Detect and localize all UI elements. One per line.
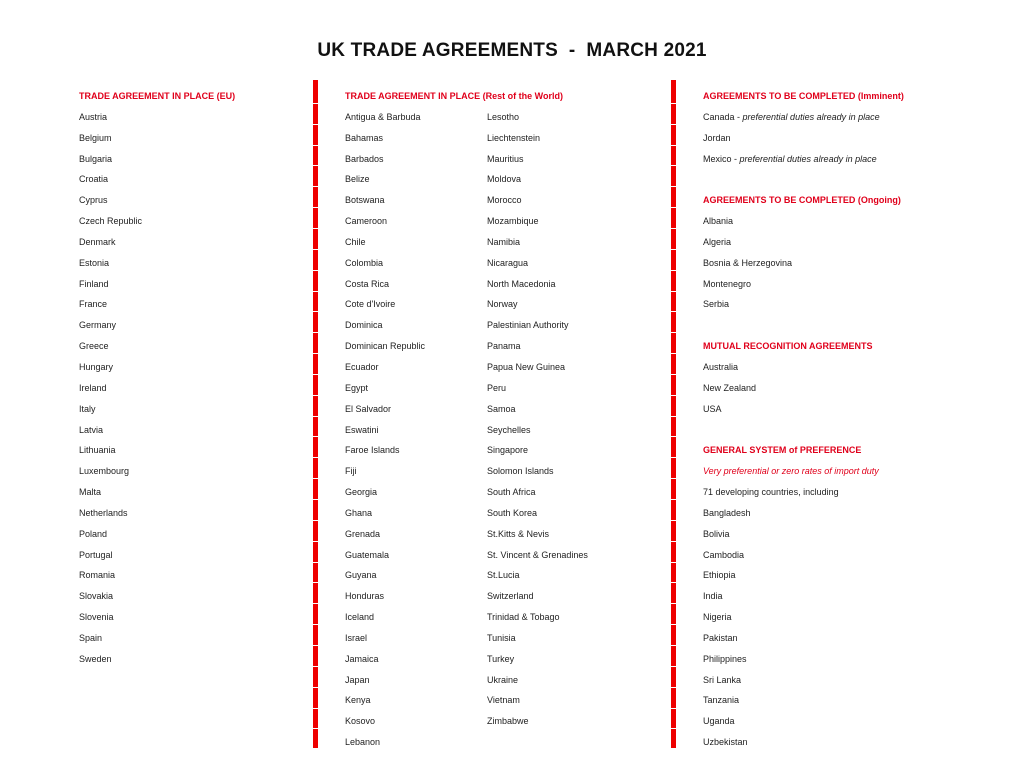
row-country: Mauritius: [487, 153, 524, 164]
gsp-country: India: [703, 591, 723, 602]
row-header: TRADE AGREEMENT IN PLACE (Rest of the World): [345, 91, 563, 101]
row-country: Switzerland: [487, 591, 534, 602]
row-country: Barbados: [345, 153, 384, 164]
imminent-list: [703, 111, 904, 174]
gsp-note: Very preferential or zero rates of import duty: [703, 466, 879, 477]
row-country: Belize: [345, 174, 370, 185]
eu-country: Romania: [79, 570, 116, 581]
row-country: Bahamas: [345, 132, 384, 143]
gsp-intro: 71 developing countries, including: [703, 487, 839, 498]
gsp-country: Bolivia: [703, 528, 730, 539]
row-country: El Salvador: [345, 403, 392, 414]
row-country: Morocco: [487, 195, 522, 206]
gsp-country: Pakistan: [703, 632, 738, 643]
imminent-country-name: Mexico -: [703, 153, 740, 164]
ongoing-header: AGREEMENTS TO BE COMPLETED (Ongoing): [703, 195, 901, 206]
row-country: Palestinian Authority: [487, 320, 569, 331]
row-country: Trinidad & Tobago: [487, 612, 560, 623]
mutual-country: New Zealand: [703, 382, 757, 393]
row-country: Panama: [487, 341, 521, 352]
row-country: Cameroon: [345, 216, 388, 227]
eu-country: Czech Republic: [79, 216, 143, 227]
eu-country: Austria: [79, 111, 108, 122]
gsp-country: Nigeria: [703, 612, 732, 623]
eu-country: Finland: [79, 278, 109, 289]
row-country: Dominican Republic: [345, 341, 426, 352]
eu-country: France: [79, 299, 108, 310]
gsp-list: [703, 507, 904, 757]
eu-country: Luxembourg: [79, 466, 130, 477]
mutual-list: [703, 361, 904, 424]
right-column: [703, 90, 904, 757]
row-country: Faroe Islands: [345, 445, 400, 456]
row-country: Seychelles: [487, 424, 531, 435]
eu-country: Portugal: [79, 549, 113, 560]
divider-left: [313, 80, 318, 748]
mutual-header: MUTUAL RECOGNITION AGREEMENTS: [703, 341, 873, 352]
row-country: Dominica: [345, 320, 383, 331]
row-country: St. Vincent & Grenadines: [487, 549, 588, 560]
eu-column: [79, 90, 235, 674]
imminent-country: [703, 153, 904, 174]
gsp-country: Sri Lanka: [703, 674, 742, 685]
row-country: Honduras: [345, 591, 385, 602]
row-country: Zimbabwe: [487, 716, 529, 727]
page-title: UK TRADE AGREEMENTS - MARCH 2021: [317, 40, 707, 61]
row-country: Nicaragua: [487, 257, 529, 268]
ongoing-country: Algeria: [703, 236, 732, 247]
eu-header: TRADE AGREEMENT IN PLACE (EU): [79, 91, 236, 101]
mutual-country: USA: [703, 403, 722, 414]
eu-country: Slovenia: [79, 612, 114, 623]
eu-country: Netherlands: [79, 507, 128, 518]
row-country: Ecuador: [345, 361, 379, 372]
eu-country: Hungary: [79, 361, 114, 372]
row-country: North Macedonia: [487, 278, 556, 289]
gsp-country: Cambodia: [703, 549, 745, 560]
ongoing-country: Albania: [703, 216, 734, 227]
row-country: Kosovo: [345, 716, 376, 727]
imminent-note: preferential duties already in place: [739, 153, 877, 164]
row-country: Georgia: [345, 487, 378, 498]
row-country: Japan: [345, 674, 370, 685]
row-country: Jamaica: [345, 653, 379, 664]
eu-country: Ireland: [79, 382, 107, 393]
eu-country: Poland: [79, 528, 108, 539]
row-country-list-2: [487, 111, 588, 736]
row-country: Israel: [345, 632, 368, 643]
ongoing-country: Serbia: [703, 299, 730, 310]
row-country: Guatemala: [345, 549, 390, 560]
row-country: Solomon Islands: [487, 466, 554, 477]
imminent-country: [703, 111, 904, 132]
eu-country: Italy: [79, 403, 96, 414]
eu-country: Bulgaria: [79, 153, 113, 164]
row-country: Botswana: [345, 195, 385, 206]
eu-country: Latvia: [79, 424, 104, 435]
row-country: Costa Rica: [345, 278, 390, 289]
row-country: Eswatini: [345, 424, 379, 435]
ongoing-list: [703, 215, 904, 319]
row-country: South Africa: [487, 487, 536, 498]
gsp-country: Tanzania: [703, 695, 740, 706]
imminent-country: [703, 132, 904, 153]
row-country: Vietnam: [487, 695, 520, 706]
eu-country: Sweden: [79, 653, 112, 664]
row-country: Samoa: [487, 403, 516, 414]
ongoing-country: Montenegro: [703, 278, 752, 289]
row-country: Colombia: [345, 257, 384, 268]
row-country: Liechtenstein: [487, 132, 541, 143]
eu-country: Spain: [79, 632, 103, 643]
imminent-note: preferential duties already in place: [742, 111, 880, 122]
gsp-country: Uganda: [703, 716, 735, 727]
row-country: Namibia: [487, 236, 521, 247]
row-country: Antigua & Barbuda: [345, 111, 421, 122]
row-country: St.Kitts & Nevis: [487, 528, 550, 539]
row-country: Ukraine: [487, 674, 519, 685]
eu-country: Croatia: [79, 174, 109, 185]
imminent-header: AGREEMENTS TO BE COMPLETED (Imminent): [703, 91, 904, 101]
row-country: Norway: [487, 299, 518, 310]
divider-right: [671, 80, 676, 748]
row-country: Lesotho: [487, 111, 520, 122]
imminent-country-name: Jordan: [703, 132, 731, 143]
eu-country: Estonia: [79, 257, 110, 268]
row-country: Lebanon: [345, 737, 381, 748]
eu-country: Germany: [79, 320, 117, 331]
row-country: Singapore: [487, 445, 529, 456]
row-country: Turkey: [487, 653, 515, 664]
row-country: Egypt: [345, 382, 369, 393]
row-country: Chile: [345, 236, 366, 247]
imminent-country-name: Canada -: [703, 111, 743, 122]
row-country: Grenada: [345, 528, 381, 539]
ongoing-country: Bosnia & Herzegovina: [703, 257, 793, 268]
row-country: Mozambique: [487, 216, 539, 227]
row-country: Papua New Guinea: [487, 361, 566, 372]
row-country: St.Lucia: [487, 570, 520, 581]
row-country: Cote d'Ivoire: [345, 299, 396, 310]
row-country: Kenya: [345, 695, 371, 706]
row-country: Guyana: [345, 570, 377, 581]
gsp-country: Philippines: [703, 653, 747, 664]
row-country: South Korea: [487, 507, 538, 518]
row-country: Iceland: [345, 612, 375, 623]
eu-country-list: [79, 111, 235, 674]
gsp-header: GENERAL SYSTEM of PREFERENCE: [703, 445, 862, 456]
eu-country: Greece: [79, 341, 109, 352]
row-country: Fiji: [345, 466, 357, 477]
eu-country: Slovakia: [79, 591, 114, 602]
row-column-2: [487, 90, 588, 736]
eu-country: Belgium: [79, 132, 112, 143]
gsp-country: Uzbekistan: [703, 737, 748, 748]
row-country: Tunisia: [487, 632, 516, 643]
gsp-country: Bangladesh: [703, 507, 751, 518]
eu-country: Lithuania: [79, 445, 116, 456]
row-country: Ghana: [345, 507, 373, 518]
row-country: Moldova: [487, 174, 522, 185]
mutual-country: Australia: [703, 361, 739, 372]
eu-country: Malta: [79, 487, 102, 498]
eu-country: Denmark: [79, 236, 116, 247]
gsp-country: Ethiopia: [703, 570, 736, 581]
eu-country: Cyprus: [79, 195, 108, 206]
row-country: Peru: [487, 382, 507, 393]
